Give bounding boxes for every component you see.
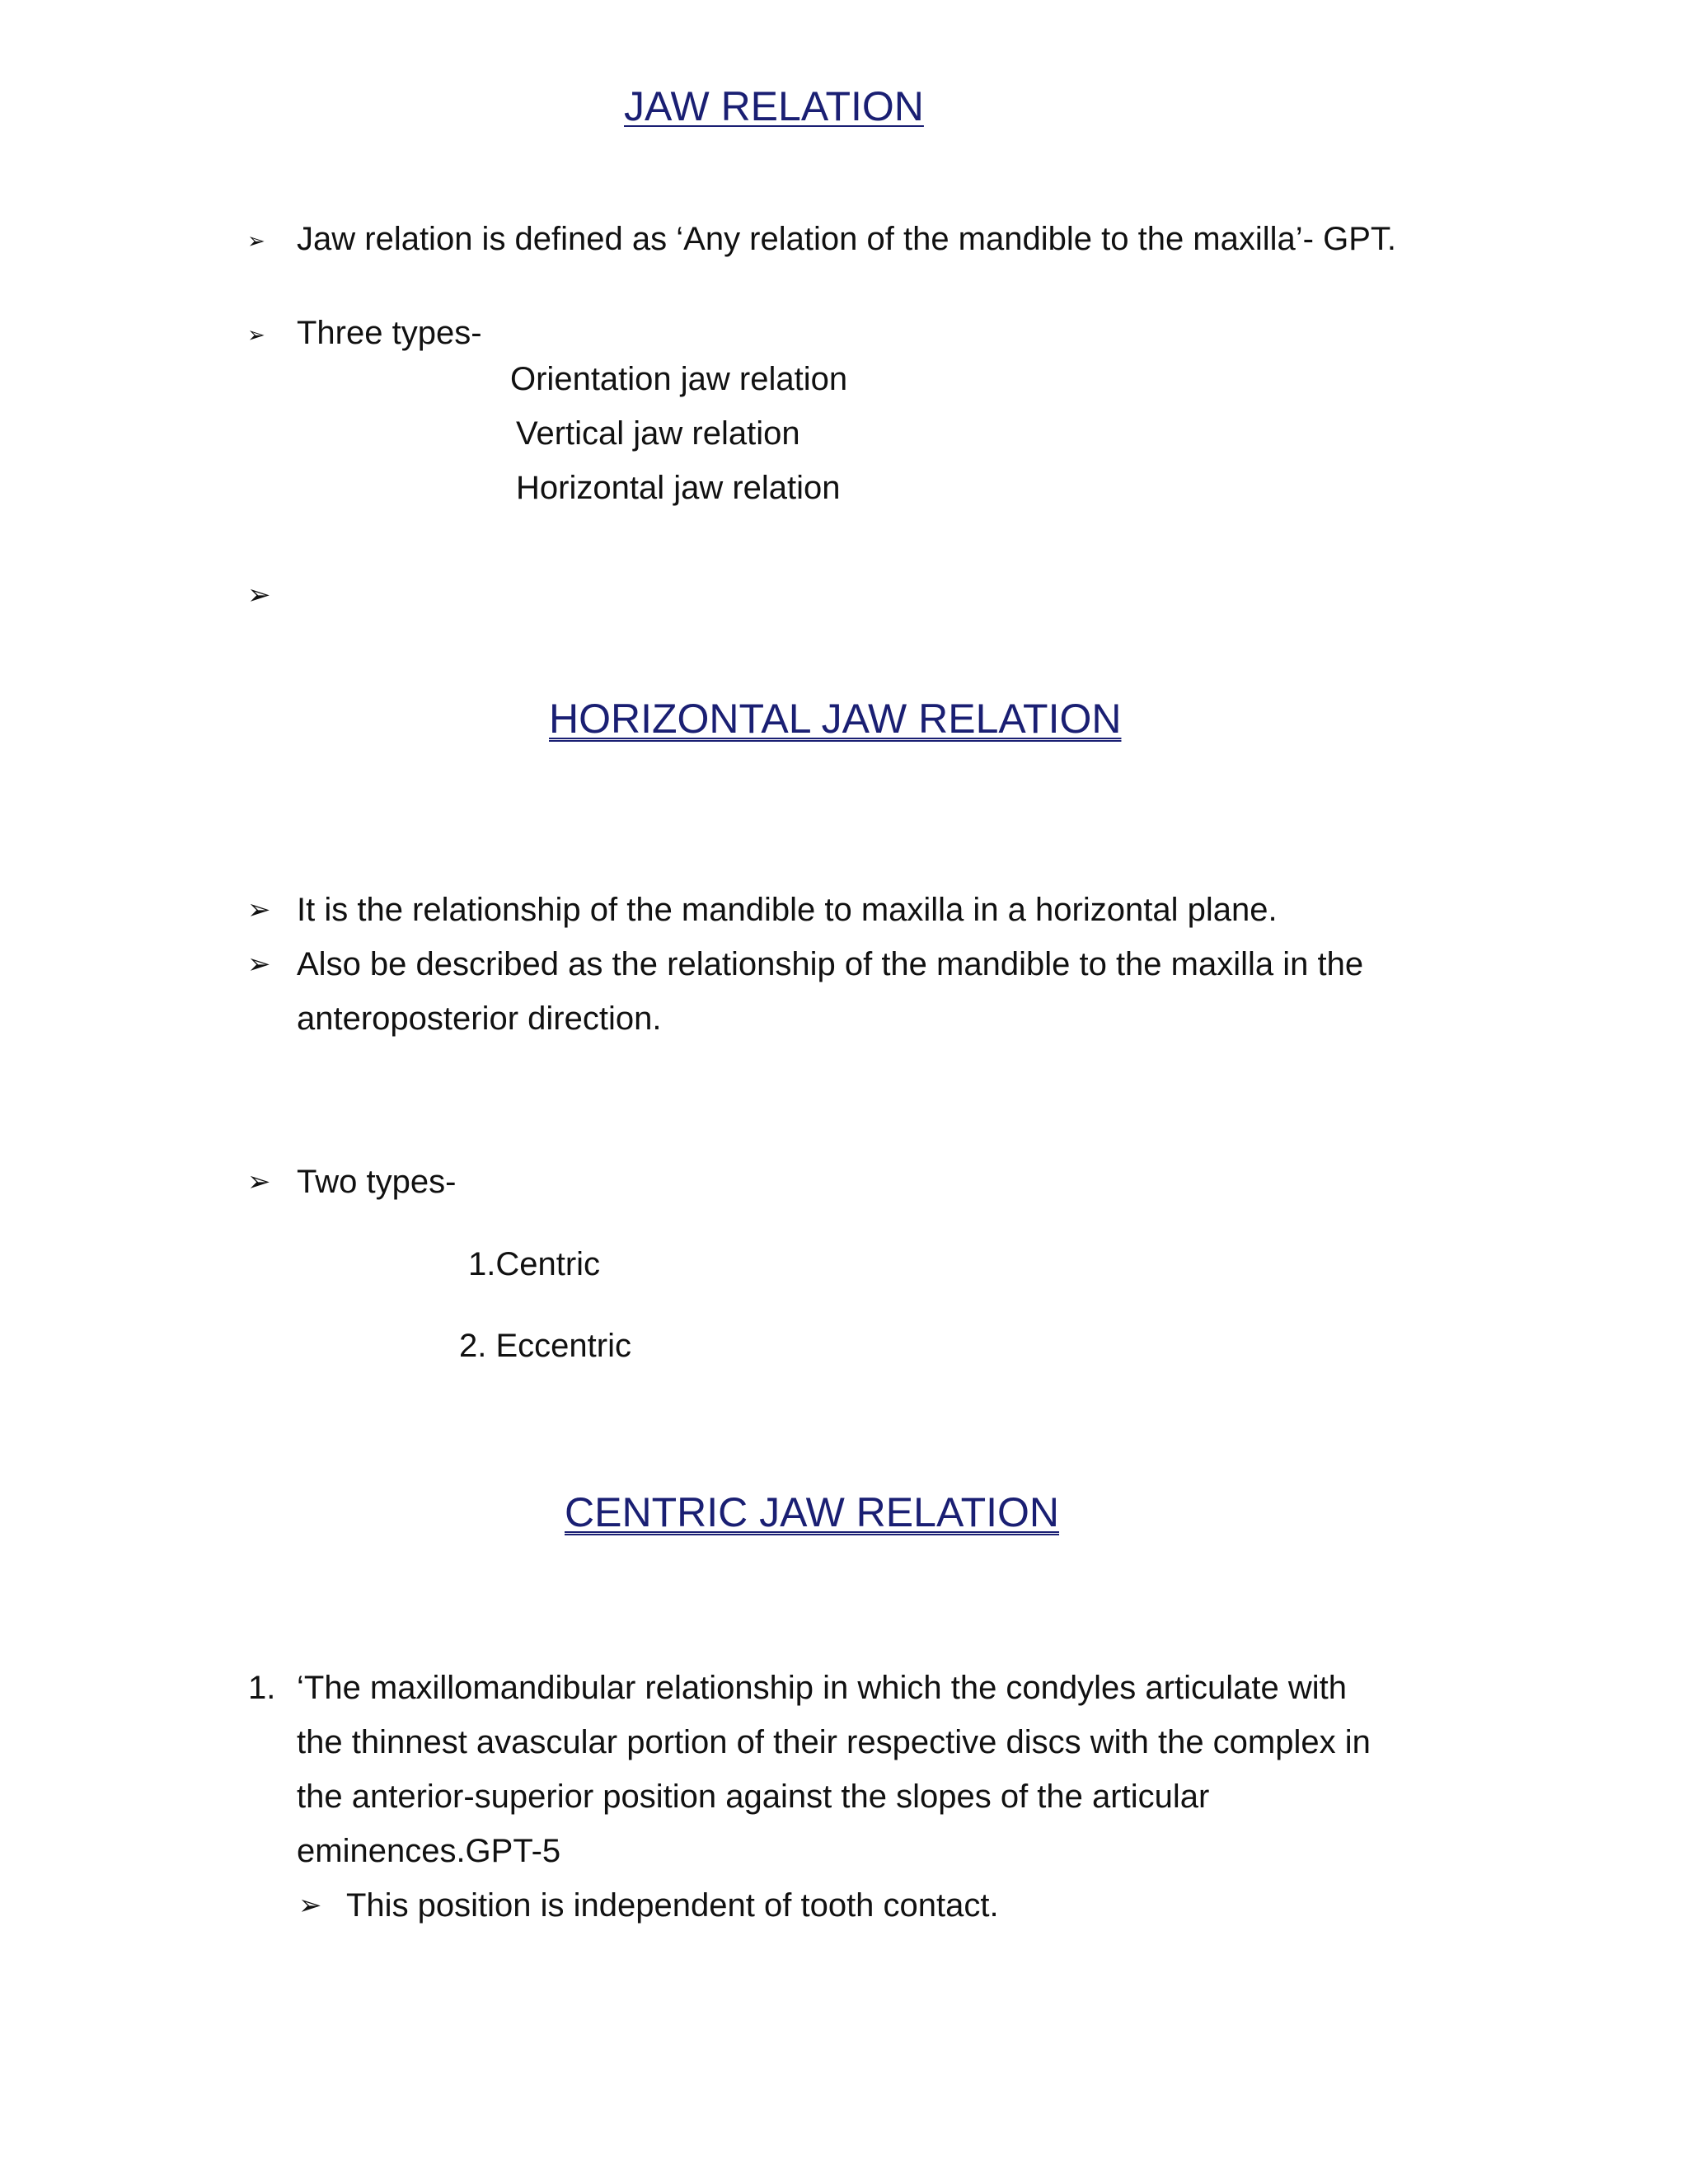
bullet-arrow-icon: ➢ — [247, 894, 271, 926]
three-types-label: Three types- — [297, 315, 482, 351]
title-horizontal-jaw-relation: HORIZONTAL JAW RELATION — [549, 696, 1122, 742]
horizontal-point-2-line-1: Also be described as the relationship of the mandible to the maxilla in the — [297, 946, 1364, 982]
bullet-arrow-icon: ➢ — [247, 1166, 271, 1197]
type-centric: 1.Centric — [468, 1246, 601, 1282]
centric-definition-line-1: ‘The maxillomandibular relationship in which the condyles articulate with — [297, 1670, 1347, 1706]
centric-sub-point: This position is independent of tooth contact. — [346, 1887, 999, 1924]
type-vertical: Vertical jaw relation — [516, 415, 800, 452]
type-orientation: Orientation jaw relation — [510, 361, 848, 397]
type-horizontal: Horizontal jaw relation — [516, 470, 841, 506]
list-number: 1. — [248, 1670, 276, 1706]
title-jaw-relation: JAW RELATION — [624, 83, 924, 129]
bullet-arrow-icon: ➢ — [247, 322, 265, 347]
title-centric-jaw-relation: CENTRIC JAW RELATION — [565, 1489, 1060, 1535]
horizontal-point-1: It is the relationship of the mandible to maxilla in a horizontal plane. — [297, 892, 1278, 928]
centric-definition-line-3: the anterior-superior position against the slopes of the articular — [297, 1779, 1210, 1815]
jaw-relation-definition: Jaw relation is defined as ‘Any relation of the mandible to the maxilla’- GPT. — [297, 221, 1397, 257]
horizontal-point-2-line-2: anteroposterior direction. — [297, 1001, 662, 1037]
empty-bullet-arrow-icon: ➢ — [247, 579, 271, 611]
two-types-label: Two types- — [297, 1164, 457, 1200]
bullet-arrow-icon: ➢ — [247, 949, 271, 980]
centric-definition-line-4: eminences.GPT-5 — [297, 1833, 561, 1869]
bullet-arrow-icon: ➢ — [247, 228, 265, 253]
bullet-arrow-icon: ➢ — [298, 1890, 322, 1921]
type-eccentric: 2. Eccentric — [459, 1328, 631, 1364]
centric-definition-line-2: the thinnest avascular portion of their respective discs with the complex in — [297, 1724, 1371, 1760]
